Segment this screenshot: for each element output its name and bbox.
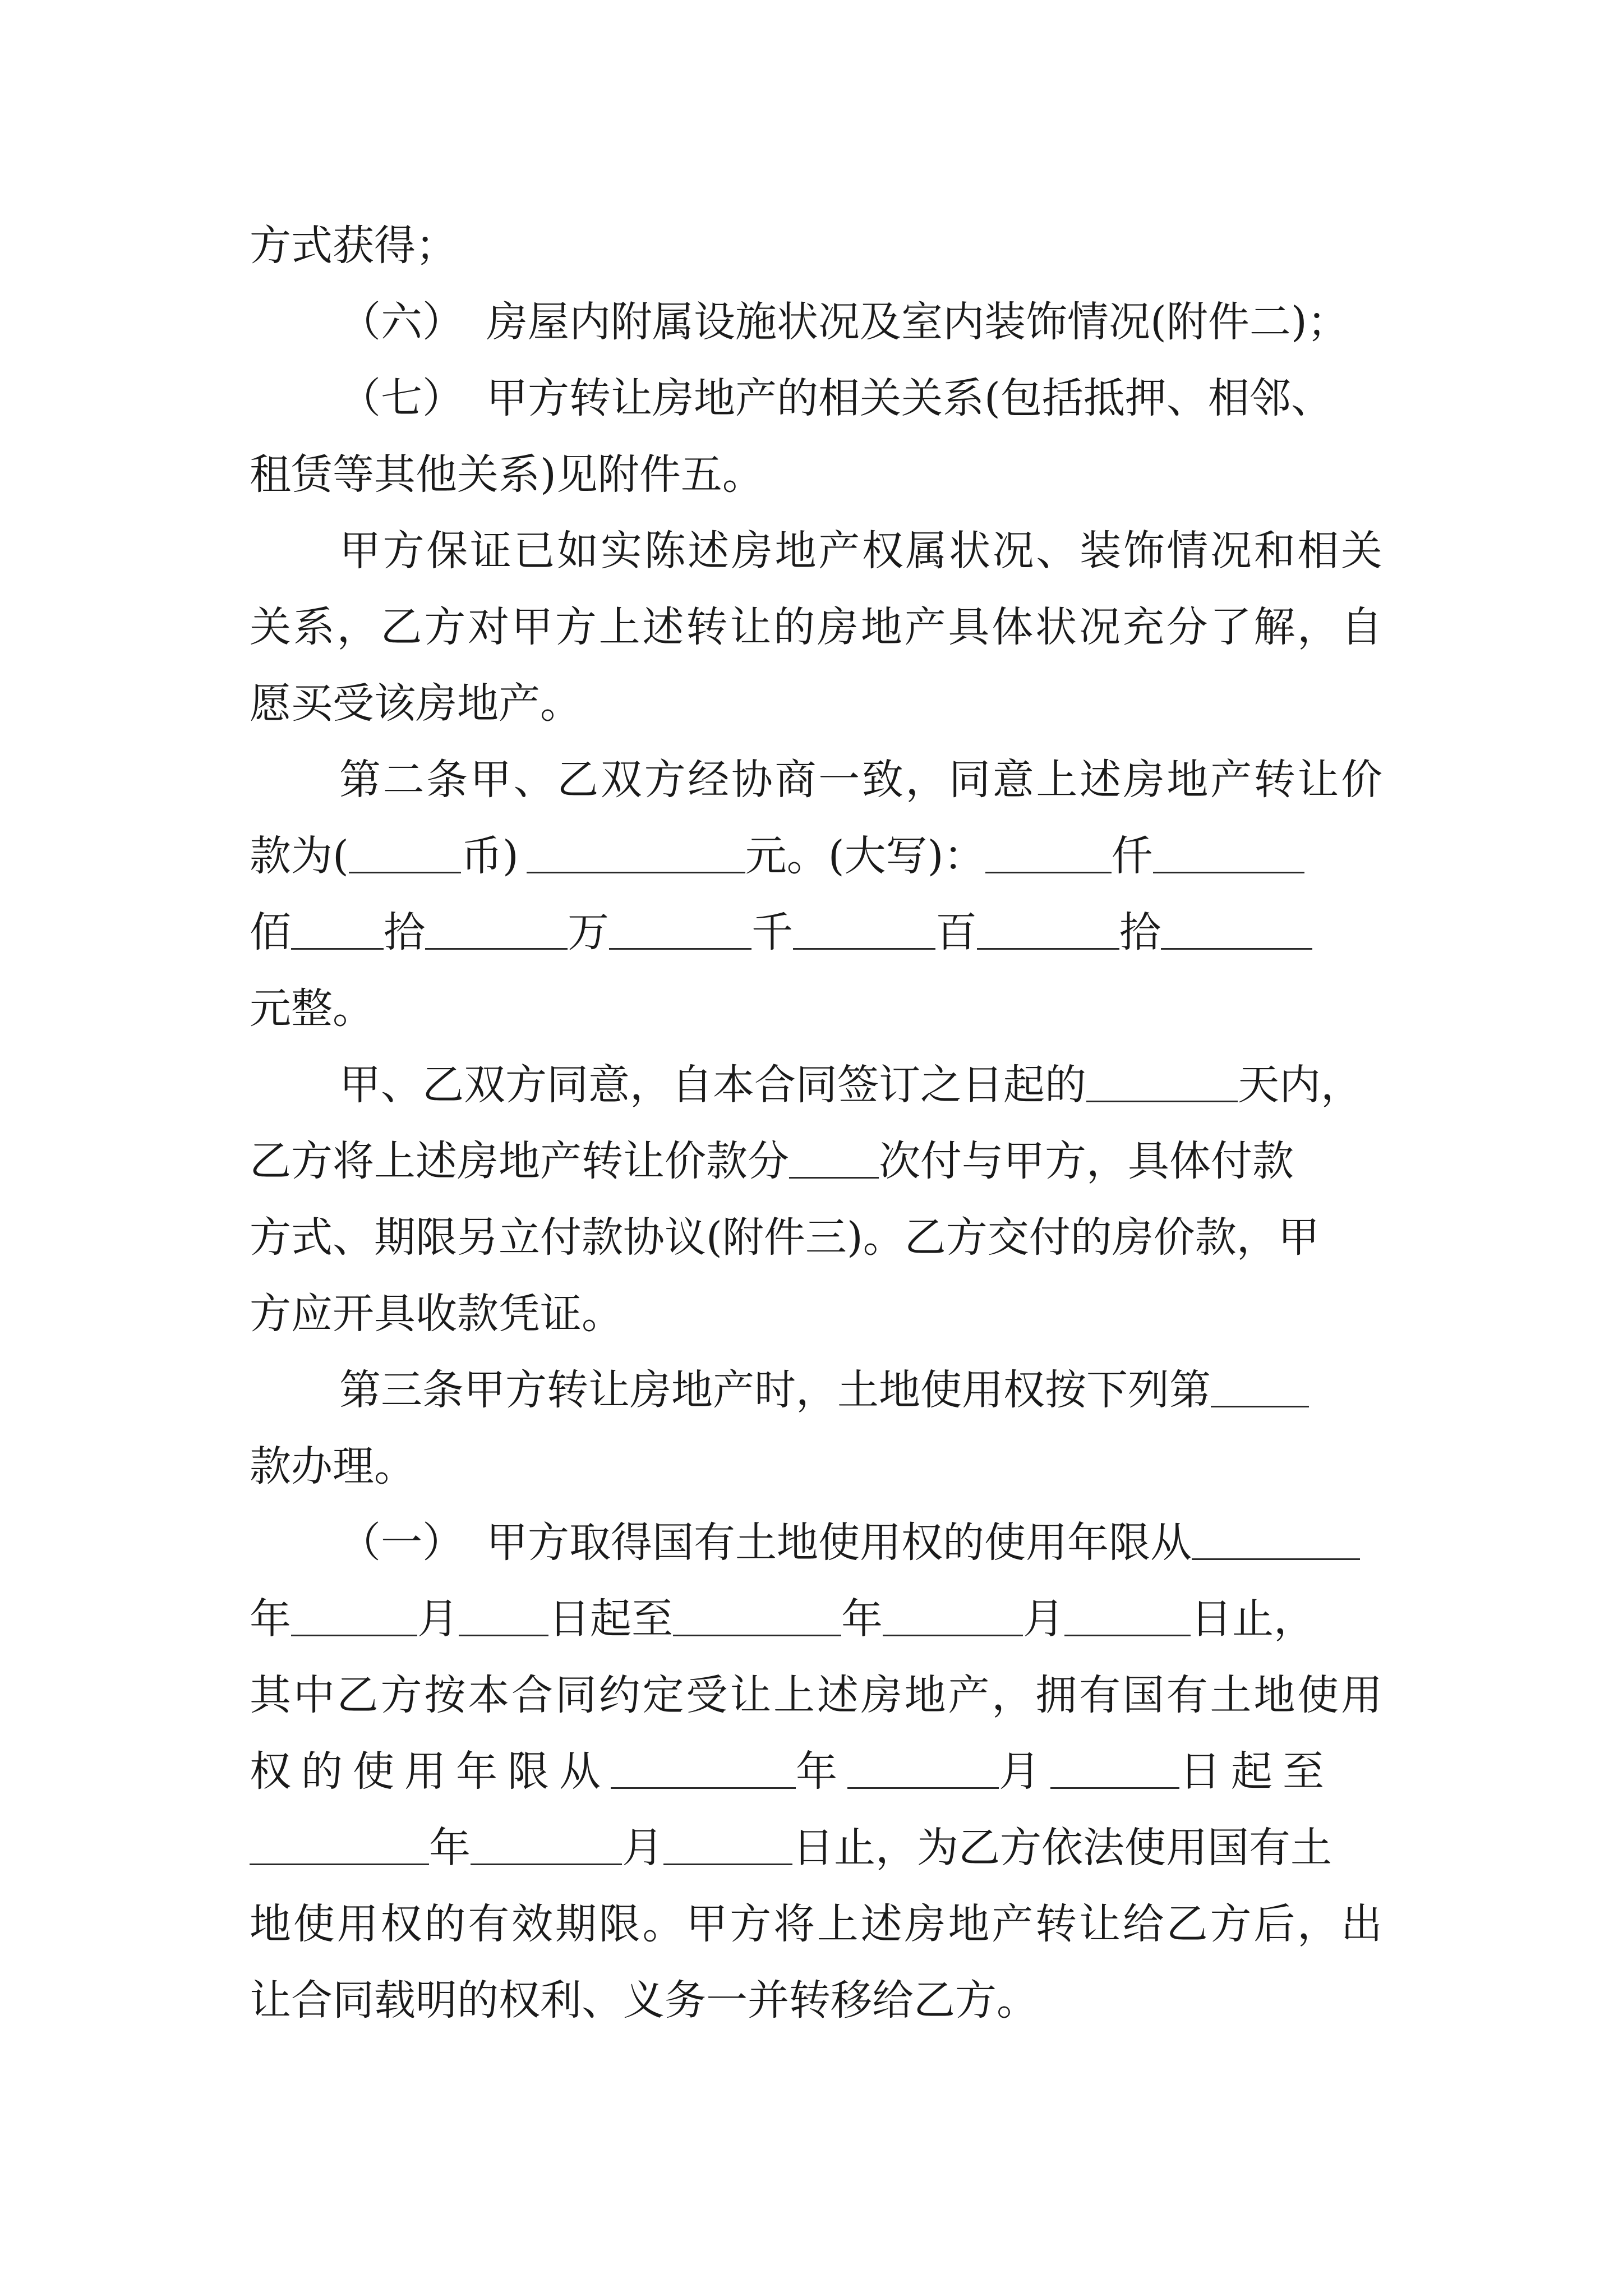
- fill-blank[interactable]: [883, 1591, 1023, 1636]
- text-line: 年 月 日止，为乙方依法使用国有土: [250, 1810, 1332, 1886]
- text-line: 让合同载明的权利、义务一并转移给乙方。: [250, 1976, 1038, 2024]
- text-line: 方式获得；: [250, 222, 457, 270]
- text-line: 地使用权的有效期限。甲方将上述房地产转让给乙方后，出: [250, 1900, 1382, 1948]
- text-line: 佰 拾 万 千 百 拾: [250, 894, 1312, 970]
- text-line: 租赁等其他关系)见附件五。: [250, 450, 764, 499]
- fill-blank[interactable]: [1211, 1362, 1309, 1407]
- fill-blank[interactable]: [663, 1820, 792, 1865]
- text-line: 元整。: [250, 984, 374, 1033]
- fill-blank[interactable]: [250, 1820, 429, 1865]
- fill-blank[interactable]: [1086, 1057, 1238, 1102]
- fill-blank[interactable]: [985, 828, 1112, 873]
- fill-blank[interactable]: [977, 904, 1119, 950]
- text-line: 第三条甲方转让房地产时，土地使用权按下列第: [339, 1352, 1309, 1428]
- text-line: （一） 甲方取得国有土地使用权的使用年限从: [339, 1504, 1360, 1581]
- fill-blank[interactable]: [425, 904, 568, 950]
- fill-blank[interactable]: [1050, 1743, 1179, 1789]
- fill-blank[interactable]: [609, 904, 751, 950]
- fill-blank[interactable]: [673, 1591, 841, 1636]
- fill-blank[interactable]: [459, 1591, 548, 1636]
- fill-blank[interactable]: [349, 828, 461, 873]
- fill-blank[interactable]: [1192, 1515, 1360, 1560]
- text-line: 乙方将上述房地产转让价款分 次付与甲方，具体付款: [250, 1123, 1294, 1199]
- text-line: （七） 甲方转让房地产的相关关系(包括抵押、相邻、: [339, 374, 1332, 422]
- text-line: 权的使用年限从 年 月 日起至: [250, 1733, 1334, 1810]
- fill-blank[interactable]: [1161, 904, 1312, 950]
- text-line: 款办理。: [250, 1442, 416, 1490]
- fill-blank[interactable]: [291, 1591, 417, 1636]
- text-line: 关系，乙方对甲方上述转让的房地产具体状况充分了解，自: [250, 603, 1382, 651]
- text-line: （六） 房屋内附属设施状况及室内装饰情况(附件二)；: [339, 298, 1349, 346]
- text-line: 款为( 币) 元。(大写)： 仟: [250, 818, 1304, 894]
- text-line: 方式、期限另立付款协议(附件三)。乙方交付的房价款，甲: [250, 1213, 1320, 1262]
- fill-blank[interactable]: [611, 1743, 796, 1789]
- text-line: 其中乙方按本合同约定受让上述房地产，拥有国有土地使用: [250, 1671, 1382, 1719]
- text-line: 年 月 日起至 年 月 日止，: [250, 1581, 1315, 1657]
- fill-blank[interactable]: [1153, 828, 1304, 873]
- text-line: 甲、乙双方同意，自本合同签订之日起的 天内，: [339, 1047, 1362, 1123]
- text-line: 甲方保证已如实陈述房地产权属状况、装饰情况和相关: [339, 527, 1382, 575]
- fill-blank[interactable]: [527, 828, 745, 873]
- fill-blank[interactable]: [1064, 1591, 1191, 1636]
- text-line: 方应开具收款凭证。: [250, 1290, 623, 1338]
- fill-blank[interactable]: [847, 1743, 999, 1789]
- fill-blank[interactable]: [471, 1820, 622, 1865]
- text-line: 愿买受该房地产。: [250, 679, 582, 728]
- fill-blank[interactable]: [793, 904, 935, 950]
- fill-blank[interactable]: [291, 904, 384, 950]
- fill-blank[interactable]: [789, 1133, 879, 1179]
- text-line: 第二条甲、乙双方经协商一致，同意上述房地产转让价: [339, 756, 1382, 804]
